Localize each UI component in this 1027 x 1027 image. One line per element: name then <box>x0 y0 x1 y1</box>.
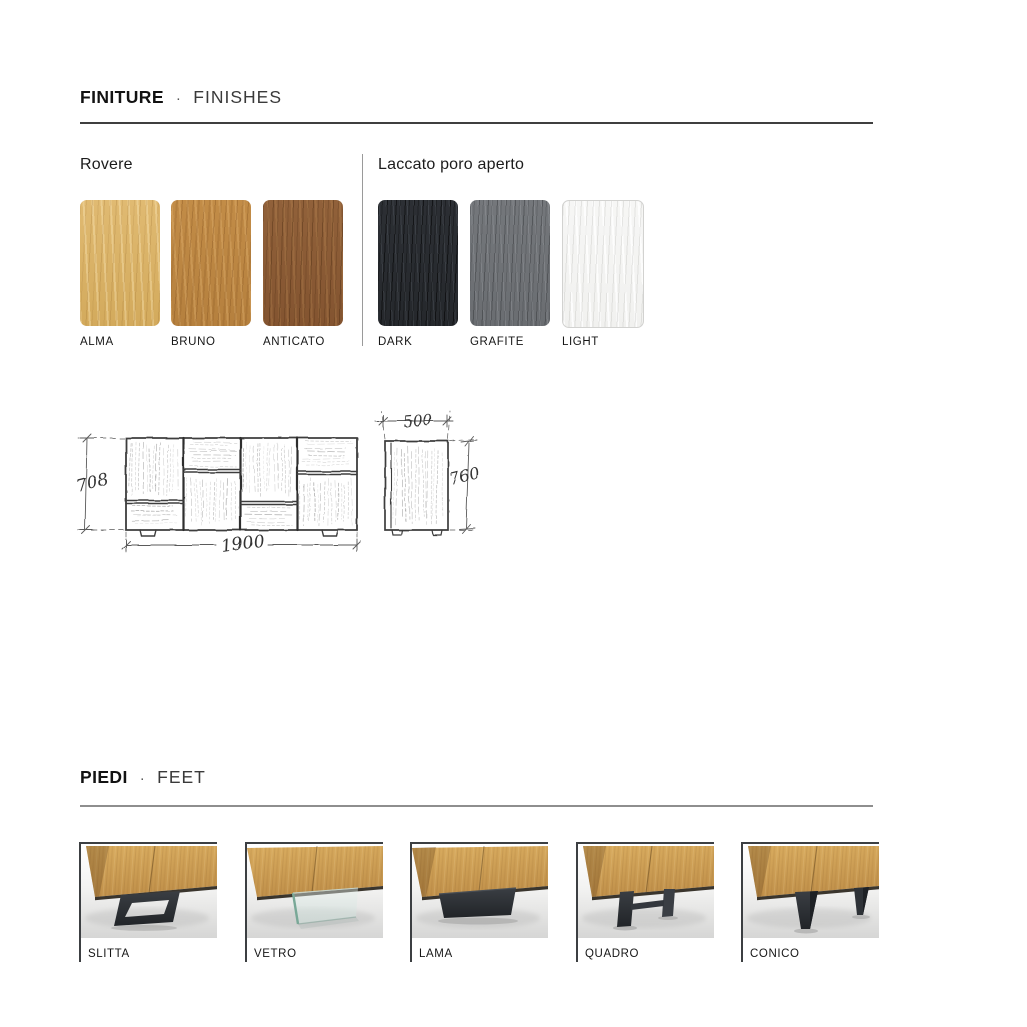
sketch-grain <box>185 478 236 525</box>
foot-photo-slitta <box>81 846 217 938</box>
swatch-light <box>562 200 644 328</box>
piedi-section-header <box>80 767 206 788</box>
blade-foot-shape <box>439 888 516 918</box>
sketch-grain <box>300 478 352 526</box>
tile-topline <box>79 842 217 844</box>
group-title-rovere: Rovere <box>80 156 133 173</box>
sketch-grain <box>129 442 178 496</box>
foot-label-quadro: QUADRO <box>585 948 640 960</box>
swatch-label-dark: DARK <box>378 336 413 348</box>
foot-photo-vetro <box>247 846 383 938</box>
piedi-title-separator: · <box>139 770 146 787</box>
group-divider <box>362 154 363 346</box>
swatch-label-light: LIGHT <box>562 336 599 348</box>
finiture-rule <box>80 122 873 124</box>
depth-dimension-label: 500 <box>402 410 433 431</box>
foot-photo-conico <box>743 846 879 938</box>
sketch-grain <box>393 446 443 525</box>
swatch-grafite <box>470 200 550 326</box>
tile-topline <box>245 842 383 844</box>
piedi-title-it: PIEDI <box>80 767 128 787</box>
sketch-grain <box>189 442 237 467</box>
sketch-foot <box>322 530 338 536</box>
foot-tile-slitta <box>79 842 217 967</box>
tile-topline <box>741 842 879 844</box>
swatch-dark <box>378 200 458 326</box>
foot-photo-quadro <box>578 846 714 938</box>
piedi-rule <box>80 805 873 807</box>
height-dimension-label: 708 <box>74 469 111 497</box>
foot-tile-lama <box>410 842 548 967</box>
tile-topline <box>410 842 548 844</box>
foot-tile-quadro <box>576 842 714 967</box>
sketch-grain <box>131 506 177 524</box>
foot-tile-vetro <box>245 842 383 967</box>
foot-label-slitta: SLITTA <box>88 948 130 960</box>
sketch-grain <box>302 441 353 465</box>
swatch-anticato <box>263 200 343 326</box>
swatch-bruno <box>171 200 251 326</box>
finiture-title-separator: · <box>175 90 182 107</box>
foot-tile-conico <box>741 842 879 967</box>
dimension-sketch <box>70 405 500 575</box>
sketch-grain <box>242 442 291 497</box>
piedi-title-en: FEET <box>157 767 206 787</box>
foot-photo-lama <box>412 846 548 938</box>
swatch-label-grafite: GRAFITE <box>470 336 525 348</box>
side-height-dimension-label: 760 <box>447 463 482 489</box>
foot-label-lama: LAMA <box>419 948 453 960</box>
swatch-alma <box>80 200 160 326</box>
foot-label-conico: CONICO <box>750 948 800 960</box>
swatch-label-alma: ALMA <box>80 336 114 348</box>
sketch-front-view <box>126 438 357 536</box>
sketch-grain <box>245 507 293 526</box>
finiture-title-it: FINITURE <box>80 87 164 107</box>
group-title-laccato: Laccato poro aperto <box>378 156 525 173</box>
foot-label-vetro: VETRO <box>254 948 297 960</box>
sketch-foot <box>140 530 156 536</box>
width-dimension-label: 1900 <box>219 531 266 557</box>
swatch-label-bruno: BRUNO <box>171 336 216 348</box>
finiture-title-en: FINISHES <box>193 87 283 107</box>
tile-topline <box>576 842 714 844</box>
finiture-section-header <box>80 87 282 108</box>
swatch-label-anticato: ANTICATO <box>263 336 325 348</box>
